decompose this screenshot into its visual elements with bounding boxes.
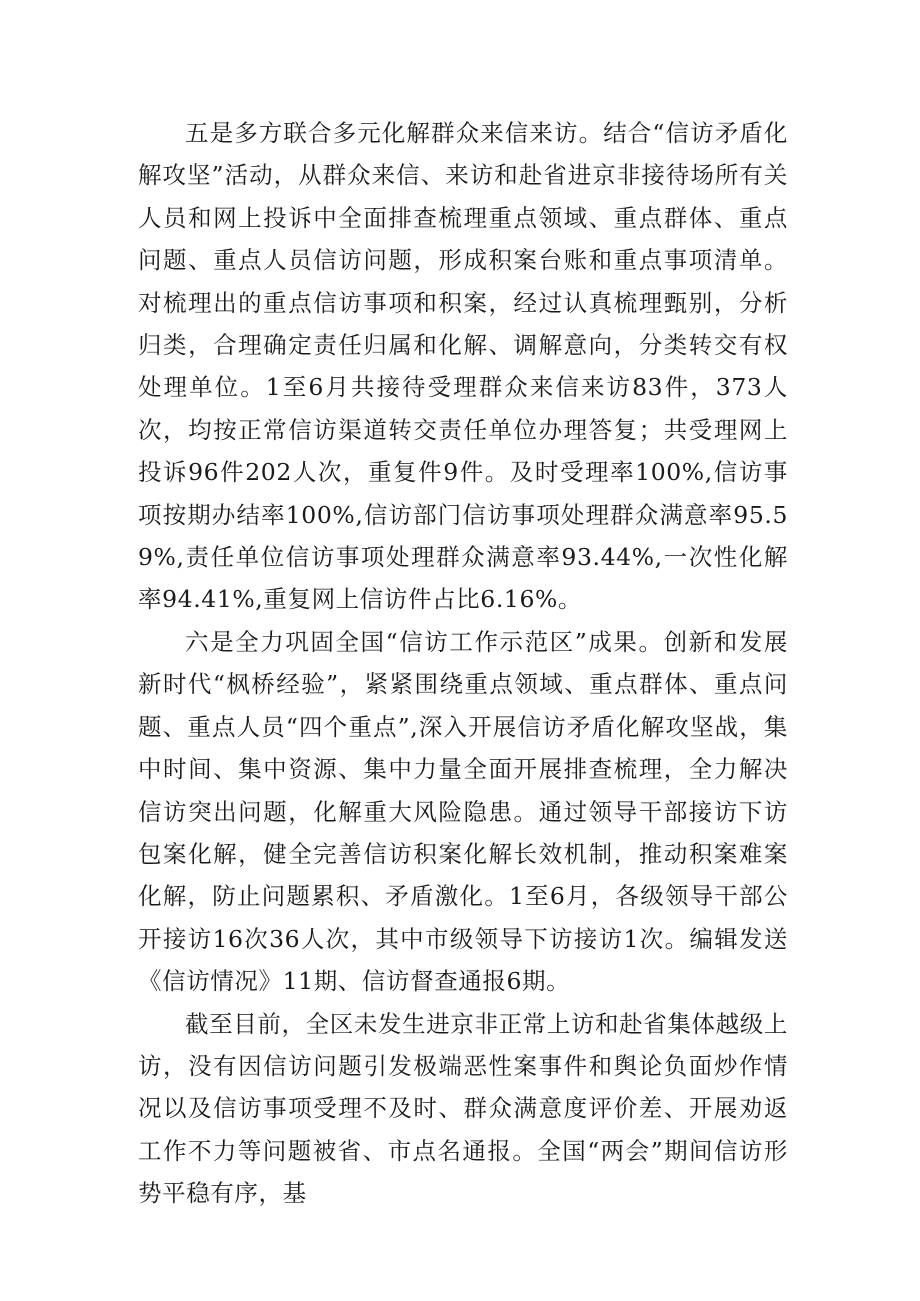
paragraph-five: 五是多方联合多元化解群众来信来访。结合“信访矛盾化解攻坚”活动，从群众来信、来访和赴省进京非接待场所有关人员和网上投诉中全面排查梳理重点领域、重点群体、重点问题、重点人员信访问题，形成积案台账和重点事项清单。对梳理出的重点信访事项和积案，经过认真梳理甄别，分析归类，合理确定责任归属和化解、调解意向，分类转交有权处理单位。1至6月共接待受理群众来信来访83件，373人次，均按正常信访渠道转交责任单位办理答复；共受理网上投诉96件202人次，重复件9件。及时受理率100%,信访事项按期办结率100%,信访部门信访事项处理群众满意率95.59%,责任单位信访事项处理群众满意率93.44%,一次性化解率94.41%,重复网上信访件占比6.16%。: [138, 119, 788, 614]
document-page: [138, 112, 788, 1215]
paragraph-six: 六是全力巩固全国“信访工作示范区”成果。创新和发展新时代“枫桥经验”，紧紧围绕重点领域、重点群体、重点问题、重点人员“四个重点”,深入开展信访矛盾化解攻坚战，集中时间、集中资源、集中力量全面开展排查梳理，全力解决信访突出问题，化解重大风险隐患。通过领导干部接访下访包案化解，健全完善信访积案化解长效机制，推动积案难案化解，防止问题累积、矛盾激化。1至6月，各级领导干部公开接访16次36人次，其中市级领导下访接访1次。编辑发送《信访情况》11期、信访督查通报6期。: [138, 627, 788, 996]
paragraph-summary: 截至目前，全区未发生进京非正常上访和赴省集体越级上访，没有因信访问题引发极端恶性案事件和舆论负面炒作情况以及信访事项受理不及时、群众满意度评价差、开展劝返工作不力等问题被省、市点名通报。全国“两会”期间信访形势平稳有序，基: [138, 1009, 788, 1208]
